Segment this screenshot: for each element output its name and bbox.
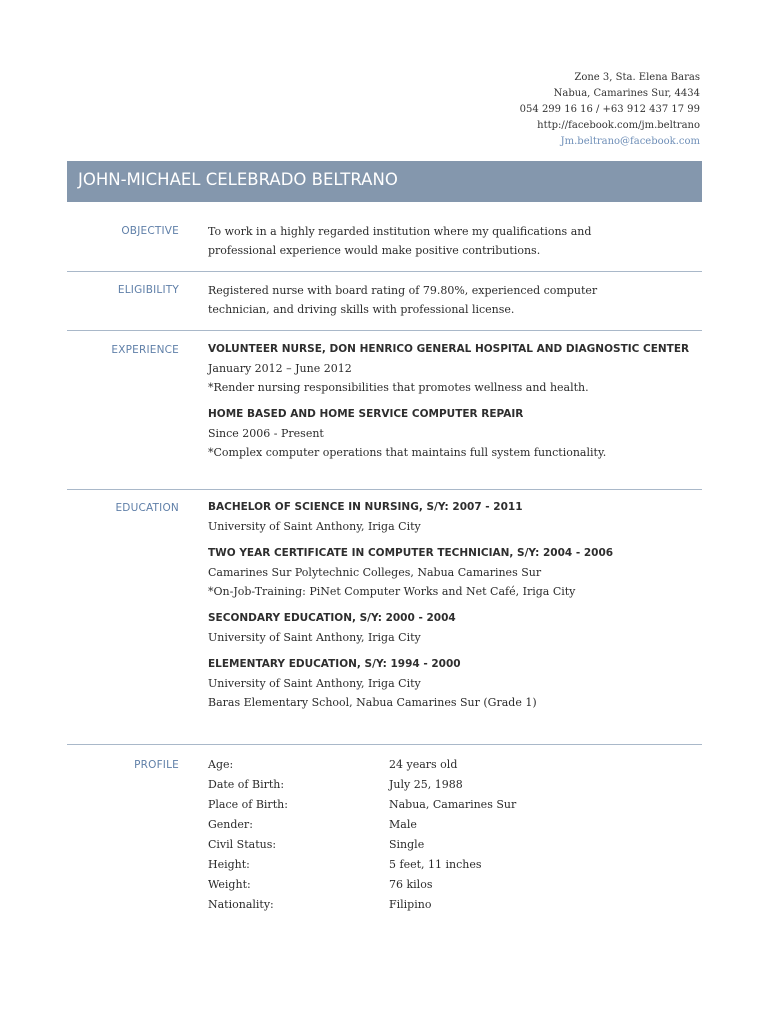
education-note: *On-Job-Training: PiNet Computer Works and Net Café, Iriga City — [208, 585, 576, 598]
experience-item — [208, 405, 698, 462]
phone-numbers: 054 299 16 16 / +63 912 437 17 99 — [519, 104, 700, 115]
eligibility-line-1: Registered nurse with board rating of 79.80%, experienced computer — [208, 284, 598, 297]
objective-line-1: To work in a highly regarded institution where my qualifications and — [208, 225, 592, 238]
education-body — [208, 498, 698, 712]
contact-info — [300, 70, 700, 150]
facebook-url[interactable]: http://facebook.com/jm.beltrano — [537, 120, 700, 131]
profile-key: Weight: — [208, 878, 251, 891]
experience-description: *Render nursing responsibilities that promotes wellness and health. — [208, 381, 589, 394]
experience-title: HOME BASED AND HOME SERVICE COMPUTER REPAIR — [208, 408, 524, 420]
education-title: TWO YEAR CERTIFICATE IN COMPUTER TECHNICIAN, S/Y: 2004 - 2006 — [208, 547, 614, 559]
profile-label: PROFILE — [134, 759, 179, 771]
divider — [67, 744, 702, 745]
address-line-2: Nabua, Camarines Sur, 4434 — [553, 88, 700, 99]
profile-value: 76 kilos — [389, 878, 433, 891]
profile-key: Nationality: — [208, 898, 274, 911]
education-title: BACHELOR OF SCIENCE IN NURSING, S/Y: 2007 - 2011 — [208, 501, 523, 513]
education-label: EDUCATION — [115, 502, 179, 514]
education-title: ELEMENTARY EDUCATION, S/Y: 1994 - 2000 — [208, 658, 461, 670]
divider — [67, 489, 702, 490]
profile-value: Single — [389, 838, 425, 851]
profile-key: Height: — [208, 858, 250, 871]
education-school: University of Saint Anthony, Iriga City — [208, 520, 421, 533]
email-link[interactable]: Jm.beltrano@facebook.com — [560, 136, 700, 147]
profile-row-nationality — [208, 895, 698, 915]
experience-period: January 2012 – June 2012 — [208, 362, 352, 375]
experience-period: Since 2006 - Present — [208, 427, 324, 440]
profile-key: Date of Birth: — [208, 778, 285, 791]
divider — [67, 271, 702, 272]
profile-row-place-of-birth — [208, 795, 698, 815]
education-title: SECONDARY EDUCATION, S/Y: 2000 - 2004 — [208, 612, 456, 624]
profile-row-weight — [208, 875, 698, 895]
objective-body — [208, 222, 698, 260]
profile-key: Age: — [208, 758, 234, 771]
experience-description: *Complex computer operations that maintains full system functionality. — [208, 446, 607, 459]
education-item — [208, 544, 698, 601]
education-school-2: Baras Elementary School, Nabua Camarines Sur (Grade 1) — [208, 696, 537, 709]
profile-key: Gender: — [208, 818, 253, 831]
profile-row-height — [208, 855, 698, 875]
education-school: Camarines Sur Polytechnic Colleges, Nabua Camarines Sur — [208, 566, 542, 579]
eligibility-label: ELIGIBILITY — [117, 284, 179, 296]
profile-value: 5 feet, 11 inches — [389, 858, 482, 871]
education-school: University of Saint Anthony, Iriga City — [208, 631, 421, 644]
address-line-1: Zone 3, Sta. Elena Baras — [574, 72, 700, 83]
divider — [67, 330, 702, 331]
education-item — [208, 498, 698, 536]
profile-row-age — [208, 755, 698, 775]
spacer — [208, 647, 698, 655]
profile-key: Place of Birth: — [208, 798, 288, 811]
profile-key: Civil Status: — [208, 838, 277, 851]
spacer — [208, 397, 698, 405]
education-item — [208, 655, 698, 712]
full-name: JOHN-MICHAEL CELEBRADO BELTRANO — [78, 170, 398, 189]
education-school: University of Saint Anthony, Iriga City — [208, 677, 421, 690]
objective-label: OBJECTIVE — [121, 225, 179, 237]
profile-value: 24 years old — [389, 758, 458, 771]
experience-label: EXPERIENCE — [111, 344, 179, 356]
eligibility-line-2: technician, and driving skills with professional license. — [208, 303, 515, 316]
profile-row-gender — [208, 815, 698, 835]
experience-body — [208, 340, 698, 462]
education-item — [208, 609, 698, 647]
profile-row-civil-status — [208, 835, 698, 855]
spacer — [208, 536, 698, 544]
experience-title: VOLUNTEER NURSE, DON HENRICO GENERAL HOSPITAL AND DIAGNOSTIC CENTER — [208, 343, 690, 355]
profile-value: Nabua, Camarines Sur — [389, 798, 517, 811]
objective-line-2: professional experience would make positive contributions. — [208, 244, 541, 257]
profile-value: Male — [389, 818, 417, 831]
profile-value: Filipino — [389, 898, 432, 911]
profile-value: July 25, 1988 — [389, 778, 463, 791]
experience-item — [208, 340, 698, 397]
eligibility-body — [208, 281, 698, 319]
name-banner — [67, 161, 702, 202]
profile-row-date-of-birth — [208, 775, 698, 795]
spacer — [208, 601, 698, 609]
profile-body — [208, 755, 698, 915]
